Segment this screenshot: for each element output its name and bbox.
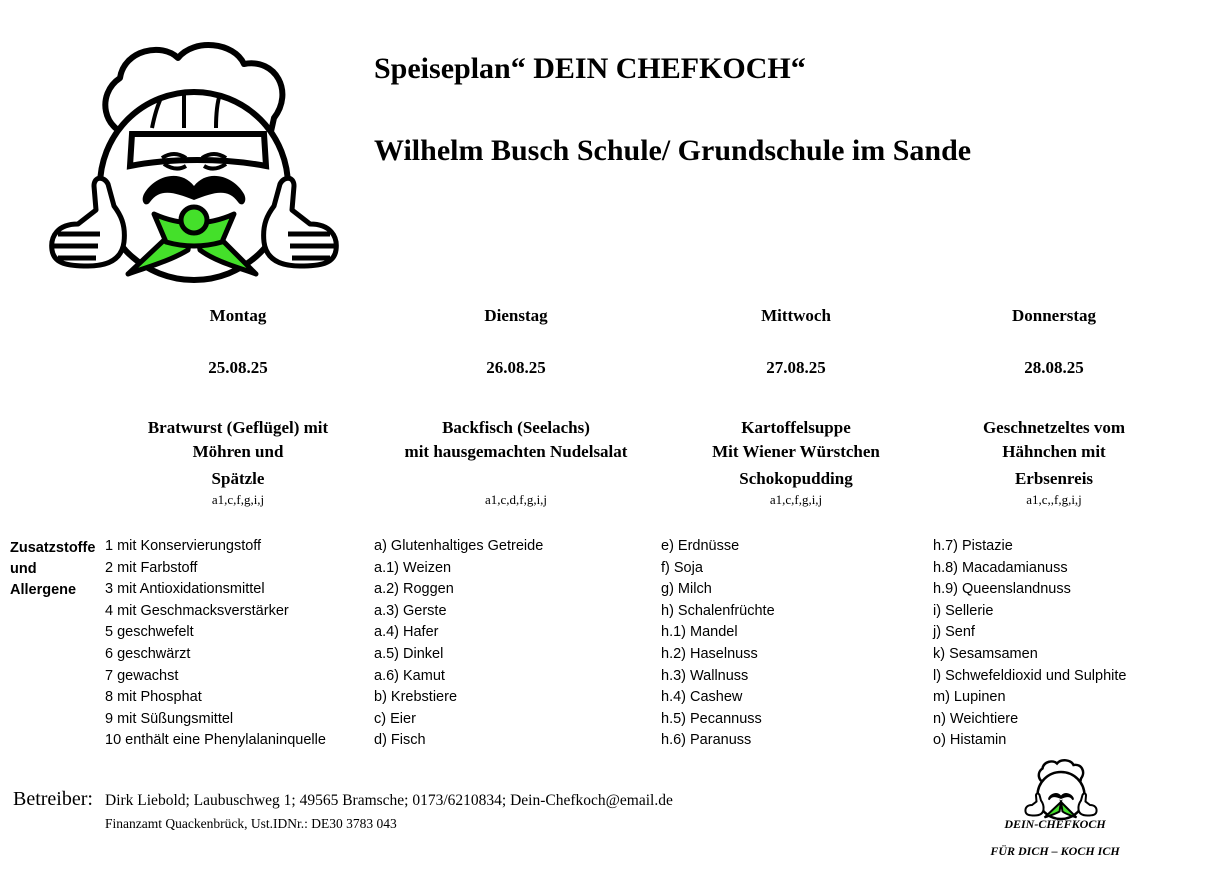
allergen-codes: a1,c,d,f,g,i,j <box>484 492 548 507</box>
list-item: 9 mit Süßungsmittel <box>105 710 234 727</box>
logo-brand-name: DEIN-CHEFKOCH <box>1004 817 1106 831</box>
meal-line: Geschnetzeltes vom <box>982 418 1126 437</box>
legend-allergens-list-3 <box>933 536 1126 752</box>
list-item: g) Milch <box>661 581 712 598</box>
legend-allergens-list-2 <box>661 536 775 752</box>
legend-heading-line: Allergene <box>10 582 77 598</box>
list-item: h.9) Queenslandnuss <box>933 581 1071 598</box>
list-item: a.2) Roggen <box>374 581 454 598</box>
list-item: h.8) Macadamianuss <box>933 559 1068 576</box>
meal-line: Kartoffelsuppe <box>741 418 851 437</box>
meal-description <box>376 416 656 464</box>
legend-allergens-list-1 <box>374 536 543 752</box>
list-item: a) Glutenhaltiges Getreide <box>374 538 544 554</box>
list-item: h.7) Pistazie <box>933 538 1013 554</box>
list-item: 1 mit Konservierungstoff <box>105 538 262 554</box>
list-item: h.3) Wallnuss <box>661 667 749 684</box>
list-item: j) Senf <box>933 624 975 641</box>
legend-heading <box>10 538 95 601</box>
list-item: h.5) Pecannuss <box>661 710 762 727</box>
legend-heading-line: Zusatzstoffe <box>10 540 96 556</box>
day-date: 25.08.25 <box>208 358 268 377</box>
day-date: 28.08.25 <box>1024 358 1084 377</box>
day-name: Montag <box>209 306 267 325</box>
legend-additives-list <box>105 536 326 752</box>
list-item: 3 mit Antioxidationsmittel <box>105 581 265 598</box>
operator-address: Dirk Liebold; Laubuschweg 1; 49565 Bramsche; 0173/6210834; Dein-Chefkoch@email.de <box>105 792 673 809</box>
list-item: n) Weichtiere <box>933 710 1019 727</box>
list-item: h.4) Cashew <box>661 689 743 706</box>
list-item: h.2) Haselnuss <box>661 645 758 662</box>
list-item: 10 enthält eine Phenylalaninquelle <box>105 732 326 749</box>
meal-line: Hähnchen mit <box>1002 442 1106 461</box>
day-name: Donnerstag <box>1011 306 1097 325</box>
list-item: i) Sellerie <box>933 602 994 619</box>
list-item: 5 geschwefelt <box>105 624 194 641</box>
meal-description <box>944 416 1164 464</box>
list-item: d) Fisch <box>374 732 426 749</box>
list-item: h) Schalenfrüchte <box>661 602 775 619</box>
meal-line: Bratwurst (Geflügel) mit <box>147 418 329 437</box>
list-item: h.1) Mandel <box>661 624 738 641</box>
meal-line: Backfisch (Seelachs) <box>442 418 590 437</box>
meal-dessert: Spätzle <box>211 469 265 488</box>
meal-description <box>118 416 358 464</box>
meal-description <box>676 416 916 464</box>
tax-office-info: Finanzamt Quackenbrück, Ust.IDNr.: DE30 3783 043 <box>105 816 397 831</box>
day-date: 26.08.25 <box>486 358 546 377</box>
list-item: a.4) Hafer <box>374 624 439 641</box>
meal-dessert: Erbsenreis <box>1014 469 1094 488</box>
meal-dessert: Schokopudding <box>739 469 853 488</box>
logo-slogan: FÜR DICH – KOCH ICH <box>990 844 1120 858</box>
meal-line: Mit Wiener Würstchen <box>712 442 880 461</box>
list-item: 4 mit Geschmacksverstärker <box>105 602 289 619</box>
day-name: Dienstag <box>484 306 548 325</box>
chef-logo <box>44 36 344 284</box>
legend-heading-line: und <box>10 561 37 577</box>
list-item: b) Krebstiere <box>374 689 458 706</box>
list-item: a.1) Weizen <box>374 559 452 576</box>
list-item: o) Histamin <box>933 732 1007 749</box>
list-item: 7 gewachst <box>105 667 179 684</box>
operator-label: Betreiber: <box>13 788 93 810</box>
list-item: m) Lupinen <box>933 689 1006 706</box>
list-item: f) Soja <box>661 559 703 576</box>
allergen-codes: a1,c,,f,g,i,j <box>1026 492 1082 507</box>
list-item: k) Sesamsamen <box>933 645 1038 662</box>
list-item: a.6) Kamut <box>374 667 445 684</box>
list-item: 6 geschwärzt <box>105 645 191 662</box>
day-date: 27.08.25 <box>766 358 826 377</box>
chef-logo-small <box>1020 758 1102 820</box>
menu-title: Speiseplan“ DEIN CHEFKOCH“ <box>374 52 806 85</box>
list-item: a.5) Dinkel <box>374 645 444 662</box>
day-name: Mittwoch <box>761 306 831 325</box>
list-item: c) Eier <box>374 710 416 727</box>
list-item: 8 mit Phosphat <box>105 689 202 706</box>
list-item: e) Erdnüsse <box>661 538 740 554</box>
allergen-codes: a1,c,f,g,i,j <box>211 492 265 507</box>
list-item: a.3) Gerste <box>374 602 447 619</box>
meal-line: Möhren und <box>192 442 284 461</box>
list-item: 2 mit Farbstoff <box>105 559 198 576</box>
allergen-codes: a1,c,f,g,i,j <box>769 492 823 507</box>
school-name: Wilhelm Busch Schule/ Grundschule im Sande <box>374 134 972 167</box>
list-item: l) Schwefeldioxid und Sulphite <box>933 667 1127 684</box>
meal-line: mit hausgemachten Nudelsalat <box>404 442 628 461</box>
list-item: h.6) Paranuss <box>661 732 752 749</box>
